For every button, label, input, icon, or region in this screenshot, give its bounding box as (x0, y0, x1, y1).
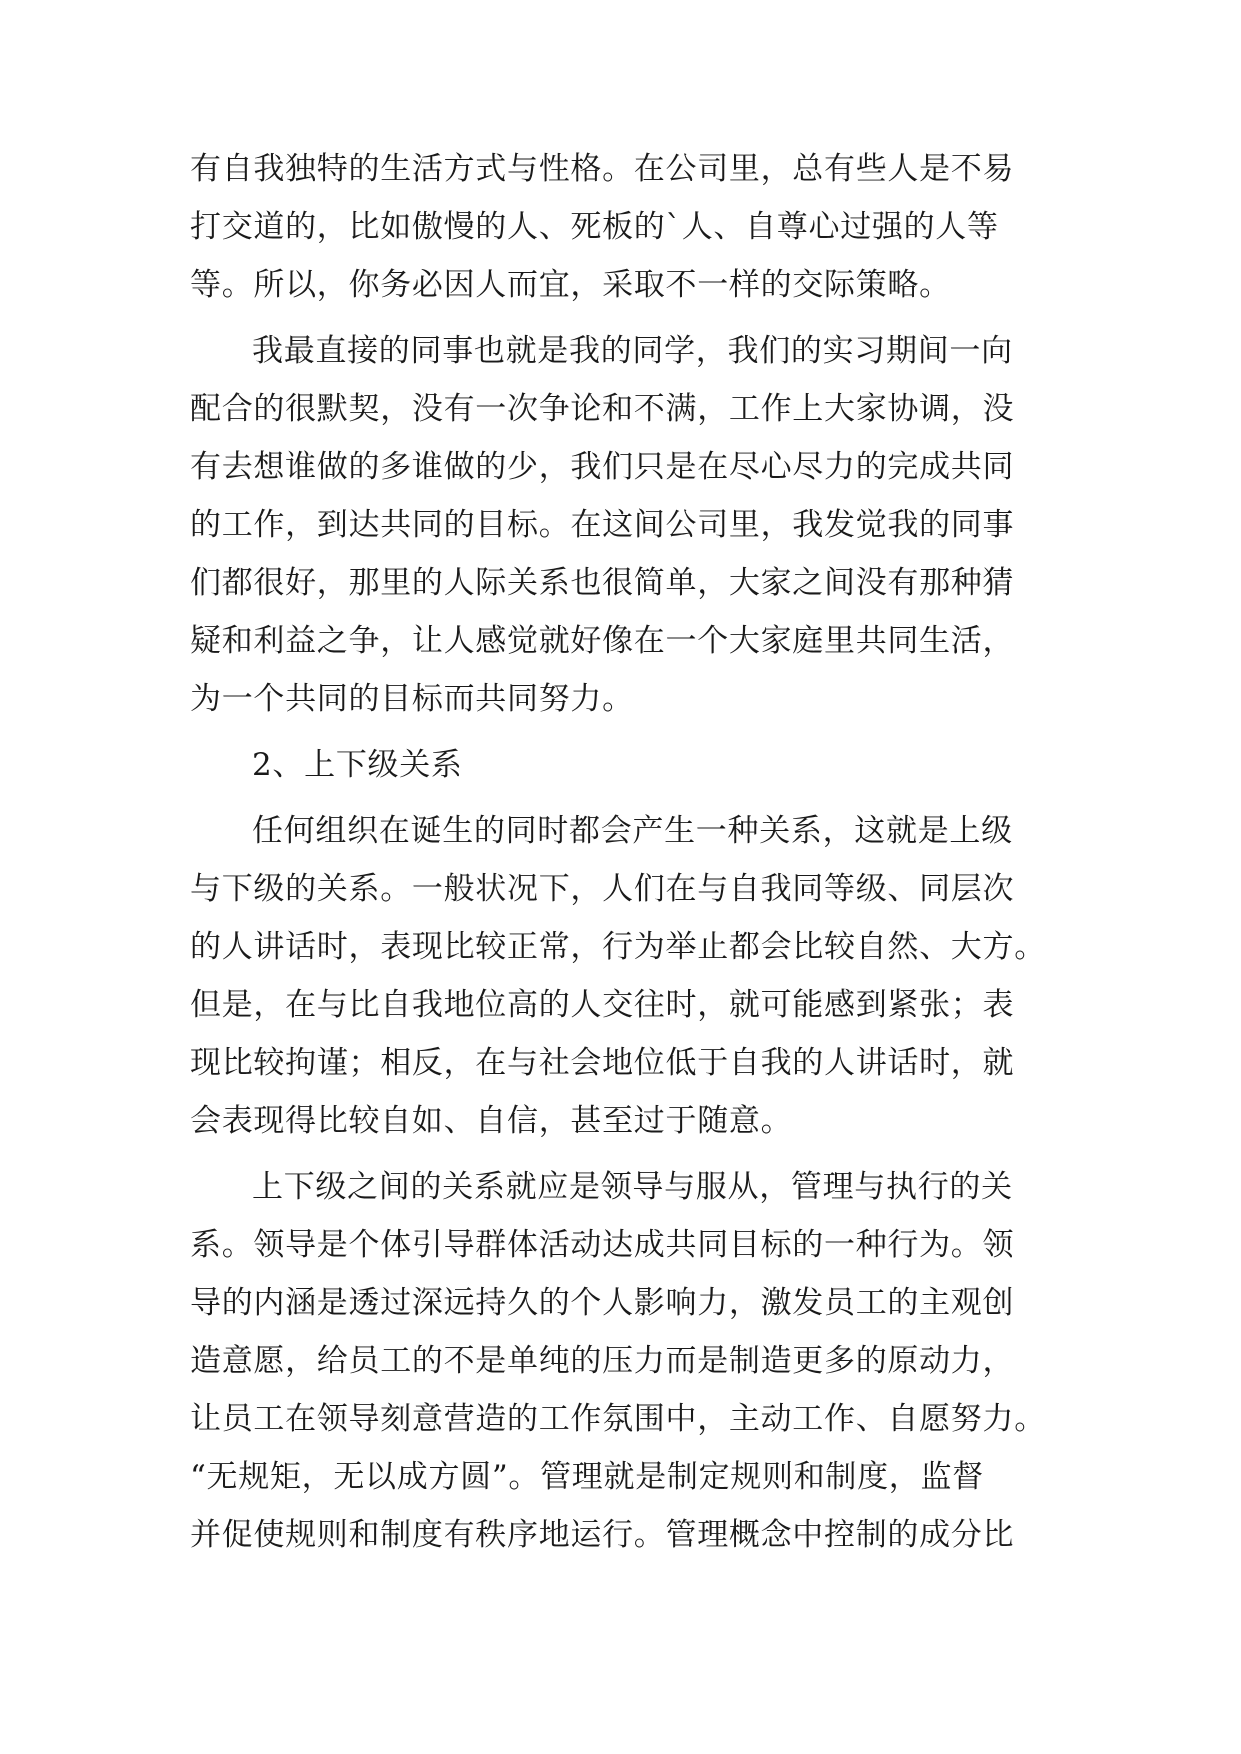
text-line: 系。领导是个体引导群体活动达成共同目标的一种行为。领 (190, 1227, 1015, 1263)
text-line: 配合的很默契，没有一次争论和不满，工作上大家协调，没 (190, 391, 1015, 427)
text-line: 打交道的，比如傲慢的人、死板的`人、自尊心过强的人等 (190, 209, 999, 245)
text-line: 有去想谁做的多谁做的少，我们只是在尽心尽力的完成共同 (190, 449, 1015, 485)
text-line: 等。所以，你务必因人而宜，采取不一样的交际策略。 (190, 267, 951, 303)
text-line: 但是，在与比自我地位高的人交往时，就可能感到紧张；表 (190, 987, 1015, 1023)
text-line: 们都很好，那里的人际关系也很简单，大家之间没有那种猜 (190, 565, 1015, 601)
text-line: 与下级的关系。一般状况下，人们在与自我同等级、同层次 (190, 871, 1015, 907)
text-line: “无规矩，无以成方圆”。管理就是制定规则和制度，监督 (190, 1459, 984, 1495)
text-line: 会表现得比较自如、自信，甚至过于随意。 (190, 1103, 793, 1139)
text-line: 现比较拘谨；相反，在与社会地位低于自我的人讲话时，就 (190, 1045, 1015, 1081)
text-line: 的人讲话时，表现比较正常，行为举止都会比较自然、大方。 (190, 929, 1046, 965)
paragraph-first-line: 我最直接的同事也就是我的同学，我们的实习期间一向 (252, 333, 1013, 369)
paragraph-first-line: 上下级之间的关系就应是领导与服从，管理与执行的关 (252, 1169, 1013, 1205)
section-heading: 2、上下级关系 (252, 747, 463, 783)
text-line: 造意愿，给员工的不是单纯的压力而是制造更多的原动力， (190, 1343, 1015, 1379)
paragraph-first-line: 任何组织在诞生的同时都会产生一种关系，这就是上级 (252, 813, 1013, 849)
text-line: 并促使规则和制度有秩序地运行。管理概念中控制的成分比 (190, 1517, 1015, 1553)
text-line: 疑和利益之争，让人感觉就好像在一个大家庭里共同生活， (190, 623, 1015, 659)
text-line: 有自我独特的生活方式与性格。在公司里，总有些人是不易 (190, 151, 1015, 187)
text-line: 的工作，到达共同的目标。在这间公司里，我发觉我的同事 (190, 507, 1015, 543)
text-line: 让员工在领导刻意营造的工作氛围中，主动工作、自愿努力。 (190, 1401, 1046, 1437)
text-line: 为一个共同的目标而共同努力。 (190, 681, 634, 717)
text-line: 导的内涵是透过深远持久的个人影响力，激发员工的主观创 (190, 1285, 1015, 1321)
